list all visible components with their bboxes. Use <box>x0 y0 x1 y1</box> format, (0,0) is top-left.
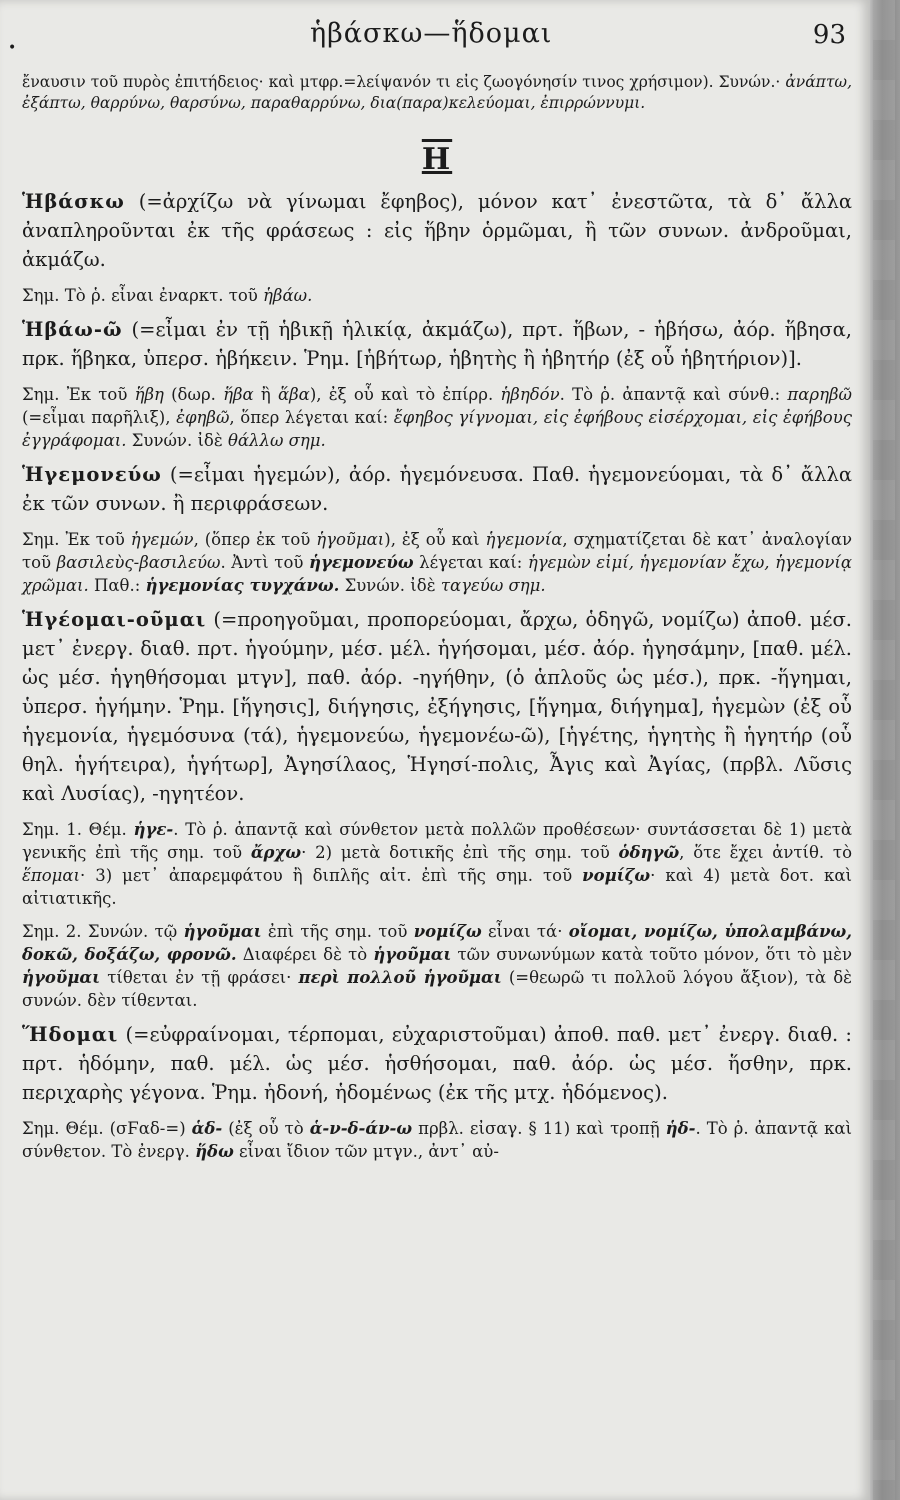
note-text: τίθεται ἐν τῇ φράσει· <box>107 968 292 987</box>
note-text: εἶναι ἴδιον τῶν μτγν., ἀντ᾽ αὐ- <box>239 1142 499 1161</box>
entry-note <box>22 1117 852 1163</box>
note-bold-italic: ἄρχω <box>250 843 302 862</box>
page-header <box>0 18 870 58</box>
note-text: . Τὸ ῥ. ἀπαντᾷ καὶ σύνθετον μετὰ πολλῶν προθέσεων· συντάσσεται δὲ 1) μετὰ γενικῆς ἐπὶ τῆς σημ. τοῦ <box>22 820 853 862</box>
note-text: λέγεται καί: <box>419 553 523 572</box>
note-italic: ἅβα <box>277 385 310 404</box>
note-bold-italic: περὶ πολλοῦ ἡγοῦμαι <box>298 968 502 987</box>
note-italic: ἔφηβος γίγνομαι, εἰς ἐφήβους εἰσέρχομαι, εἰς ἐφήβους ἐγγράφομαι. <box>22 408 852 450</box>
note-italic: ἡγεμών <box>130 530 194 549</box>
continued-synonyms: ἀνάπτω, ἐξάπτω, θαρρύνω, θαρσύνω, παραθαρρύνω, δια(παρα)κελεύομαι, ἐπιρρώννυμι. <box>22 73 852 112</box>
note-text: . Τὸ ῥ. ἀπαντᾷ καὶ σύνθ.: <box>559 385 781 404</box>
note-text: · καὶ 4) μετὰ δοτ. καὶ αἰτιατικῆς. <box>22 866 852 908</box>
note-text: · 3) μετ᾽ ἀπαρεμφάτου ἢ διπλῆς αἰτ. ἐπὶ τῆς σημ. τοῦ <box>79 866 573 885</box>
entry-hdomai <box>22 1020 852 1107</box>
entry-note-2 <box>22 920 852 1012</box>
note-text: , σχηματίζεται δὲ κατ᾽ ἀναλογίαν τοῦ <box>22 530 852 572</box>
note-text: , (ὅπερ ἐκ τοῦ <box>193 530 311 549</box>
entry-body: (=εἶμαι ἐν τῇ ἡβικῇ ἡλικίᾳ, ἀκμάζω), πρτ. ἥβων, - ἡβήσω, ἀόρ. ἥβησα, πρκ. ἥβηκα, ὑπερσ. ἡβήκειν. Ῥημ. [ἡβήτωρ, ἡβητὴς ἢ ἡβητήρ (ἐξ οὗ ἡβητήριον)]. <box>22 318 852 370</box>
note-text: (=θεωρῶ τι πολλοῦ λόγου ἄξιον), τὰ δὲ συνών. δὲν τίθενται. <box>22 968 852 1010</box>
entry-hgemoneuo <box>22 460 852 518</box>
note-text: ἐπὶ τῆς σημ. τοῦ <box>267 922 408 941</box>
note-bold-italic: νομίζω <box>413 922 482 941</box>
page-number: 93 <box>812 20 846 50</box>
entry-note <box>22 383 852 452</box>
note-italic: ἡγοῦμαι <box>316 530 385 549</box>
lemma: Ἥδομαι <box>22 1023 119 1046</box>
binding-tape <box>873 0 895 1500</box>
note-text: · 2) μετὰ δοτικῆς ἐπὶ τῆς σημ. τοῦ <box>301 843 610 862</box>
note-text: Σημ. Ἐκ τοῦ <box>22 385 128 404</box>
note-text: ), ἐξ οὗ καὶ <box>384 530 480 549</box>
note-bold-italic: ἁδ- <box>191 1119 223 1138</box>
note-text: , ὅπερ λέγεται καί: <box>229 408 389 427</box>
note-text: ἢ <box>260 385 271 404</box>
note-italic: ἡγεμὼν εἰμί, ἡγεμονίαν ἔχω, ἡγεμονίᾳ χρῶμαι. <box>22 553 852 595</box>
running-head: ἡβάσκω—ἥδομαι <box>310 18 553 49</box>
note-text: τῶν συνωνύμων κατὰ τοῦτο μόνον, ὅτι τὸ μὲν <box>457 945 852 964</box>
note-italic: ἐφηβῶ <box>176 408 230 427</box>
note-text: . Ἀντὶ τοῦ <box>220 553 304 572</box>
lemma: Ἡγεμονεύω <box>22 463 162 486</box>
note-text: Παθ.: <box>93 576 141 595</box>
continued-entry <box>22 72 852 114</box>
lemma: Ἡβάσκω <box>22 190 125 213</box>
note-italic: ταγεύω σημ. <box>440 576 546 595</box>
note-italic: θάλλω σημ. <box>227 431 326 450</box>
note-text: Σημ. 2. Συνών. τῷ <box>22 922 178 941</box>
note-text: Συνών. ἰδὲ <box>131 431 223 450</box>
entry-body: (=προηγοῦμαι, προπορεύομαι, ἄρχω, ὁδηγῶ, νομίζω) ἀποθ. μέσ. μετ᾽ ἐνεργ. διαθ. πρτ. ἡγούμην, μέσ. μέλ. ἡγήσομαι, μέσ. ἀόρ. ἡγησάμην, [παθ. μέλ. ὡς μέσ. ἡγηθήσομαι μτγν], παθ. ἀόρ. -ηγήθην, (ὁ ἁπλοῦς ὡς μέσ.), πρκ. -ἥγημαι, ὑπερσ. ἡγήμην. Ῥημ. [ἥγησις], διήγησις, ἐξήγησις, [ἥγημα, διήγημα], ἡγεμὼν (ἐξ οὗ ἡγεμονία, ἡγεμόσυνα (τά), ἡγεμονεύω, ἡγεμονέω-ῶ), [ἡγέτης, ἡγητὴς ἢ ἡγητήρ (οὗ θηλ. ἡγήτειρα), ἡγήτωρ], Ἀγησίλαος, Ἡγησί-πολις, Ἆγις καὶ Ἀγίας, (πρβλ. Λῦσις καὶ Λυσίας), -ηγητέον. <box>22 608 852 805</box>
note-italic: ἥβα <box>223 385 254 404</box>
note-text: . Τὸ ῥ. ἀπαντᾷ καὶ σύνθετον. Τὸ ἐνεργ. <box>22 1119 852 1161</box>
lemma: Ἡβάω-ῶ <box>22 318 123 341</box>
note-text: ), ἐξ οὗ καὶ τὸ ἐπίρρ. <box>309 385 494 404</box>
note-text: Συνών. ἰδὲ <box>344 576 436 595</box>
note-text: , ὅτε ἔχει ἀντίθ. τὸ <box>679 843 852 862</box>
note-text: Σημ. Θέμ. (σϜαδ-=) <box>22 1119 186 1138</box>
note-italic: παρηβῶ <box>787 385 852 404</box>
note-bold-italic: ἥδω <box>195 1142 234 1161</box>
note-bold-italic: ἡγοῦμαι <box>183 922 262 941</box>
entry-hgeomai <box>22 605 852 808</box>
note-bold-italic: ἡδ- <box>665 1119 696 1138</box>
note-text: (ἐξ οὗ τὸ <box>228 1119 304 1138</box>
note-text: Σημ. Ἐκ τοῦ <box>22 530 125 549</box>
note-text: Σημ. 1. Θέμ. <box>22 820 127 839</box>
note-text: (=εἶμαι παρῆλιξ), <box>22 408 171 427</box>
note-italic: ἥβη <box>134 385 164 404</box>
note-bold-italic: ἡγεμονεύω <box>308 553 414 572</box>
entry-body: (=εἶμαι ἡγεμών), ἀόρ. ἡγεμόνευσα. Παθ. ἡγεμονεύομαι, τὰ δ᾽ ἄλλα ἐκ τῶν συνων. ἢ περιφράσεων. <box>22 463 852 515</box>
continued-text: ἔναυσιν τοῦ πυρὸς ἐπιτήδειος· καὶ μτφρ.=λείψανόν τι εἰς ζωογόνησίν τινος χρήσιμον). Συνών.· <box>22 73 781 91</box>
entry-hbasko <box>22 187 852 274</box>
note-bold-italic: ἡγοῦμαι <box>22 968 101 987</box>
entry-note <box>22 284 852 307</box>
note-bold-italic: ἡγε- <box>133 820 174 839</box>
note-italic: ἡβηδόν <box>500 385 560 404</box>
entry-note <box>22 528 852 597</box>
note-bold-italic: οἴομαι, νομίζω, ὑπολαμβάνω, δοκῶ, δοξάζω, φρονῶ. <box>22 922 853 964</box>
note-italic: βασιλεὺς-βασιλεύω <box>56 553 221 572</box>
entry-body: (=ἀρχίζω νὰ γίνωμαι ἔφηβος), μόνον κατ᾽ ἐνεστῶτα, τὰ δ᾽ ἄλλα ἀναπληροῦνται ἐκ τῆς φράσεως : εἰς ἥβην ὁρμῶμαι, ἢ τῶν συνων. ἀνδροῦμαι, ἀκμάζω. <box>22 190 853 271</box>
entry-note-1 <box>22 818 852 910</box>
page-text <box>22 72 852 1163</box>
margin-mark: • <box>8 40 17 56</box>
note-text: Σημ. Τὸ ῥ. εἶναι ἐναρκτ. τοῦ <box>22 286 258 305</box>
note-text: (δωρ. <box>171 385 216 404</box>
lemma: Ἡγέομαι-οῦμαι <box>22 608 207 631</box>
entry-body: (=εὐφραίνομαι, τέρπομαι, εὐχαριστοῦμαι) ἀποθ. παθ. μετ᾽ ἐνεργ. διαθ. : πρτ. ἡδόμην, παθ. μέλ. ὡς μέσ. ἡσθήσομαι, παθ. ἀόρ. ὡς μέσ. ἥσθην, πρκ. περιχαρὴς γέγονα. Ῥημ. ἡδονή, ἡδομένως (ἐκ τῆς μτχ. ἡδόμενος). <box>22 1023 852 1104</box>
note-bold-italic: ἡγοῦμαι <box>373 945 452 964</box>
note-italic: ἕπομαι <box>22 866 80 885</box>
note-bold-italic: ἡγεμονίας τυγχάνω. <box>145 576 340 595</box>
note-text: πρβλ. εἰσαγ. § 11) καὶ τροπῇ <box>418 1119 660 1138</box>
note-text: εἶναι τά· <box>487 922 563 941</box>
note-bold-italic: νομίζω <box>582 866 651 885</box>
book-binding <box>870 0 900 1500</box>
note-text: Διαφέρει δὲ τὸ <box>242 945 368 964</box>
entry-hbao <box>22 315 852 373</box>
note-italic: ἡγεμονία <box>485 530 563 549</box>
section-letter: Η <box>421 142 453 177</box>
note-bold-italic: ὁδηγῶ <box>618 843 680 862</box>
note-bold-italic: ἁ-ν-δ-άν-ω <box>309 1119 413 1138</box>
note-italic: ἡβάω. <box>263 286 313 305</box>
